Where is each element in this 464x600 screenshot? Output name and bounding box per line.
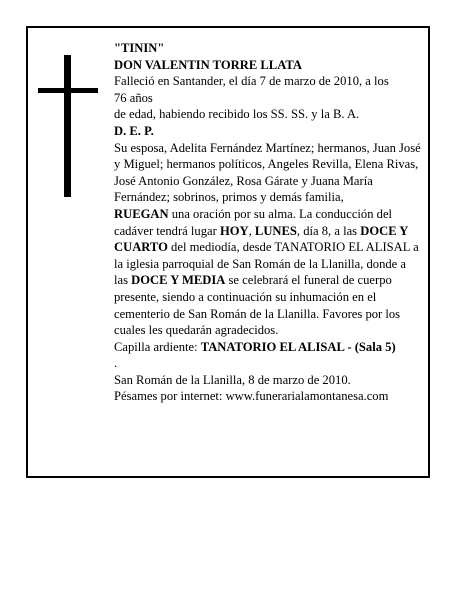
funeral-text-3: del mediodía, desde TANATORIO EL ALISAL a la iglesia parroquial de San Román de la Llanilla, donde a las <box>114 240 419 288</box>
departure-time: DOCE Y CUARTO <box>114 223 408 255</box>
chapel-line <box>114 339 422 356</box>
latin-cross-icon <box>38 55 98 197</box>
ruegan-text: RUEGAN <box>114 206 169 221</box>
funeral-comma: , <box>248 223 255 238</box>
cross-vertical-bar <box>64 55 71 197</box>
day-lunes: LUNES <box>254 223 297 238</box>
cross-horizontal-bar <box>38 88 98 93</box>
death-line-1: Falleció en Santander, el día 7 de marzo de 2010, a los <box>114 74 389 89</box>
deceased-nickname: "TININ" <box>114 41 165 55</box>
funeral-text-2: , día 8, a las <box>296 223 361 238</box>
rip-line: D. E. P. <box>114 123 154 138</box>
funeral-text-4: se celebrará el funeral de cuerpo presente, siendo a continuación su inhumación en el cementerio de San Román de la Llanilla. Favores por los cuales les quedarán agradecidos. <box>114 273 401 338</box>
death-line-2: 76 años <box>114 90 153 105</box>
day-hoy: HOY <box>219 223 249 238</box>
chapel-value: TANATORIO EL ALISAL - (Sala 5) <box>200 339 396 354</box>
place-date-line: San Román de la Llanilla, 8 de marzo de 2010. <box>114 372 351 387</box>
funeral-paragraph <box>114 206 422 339</box>
funeral-text-1: una oración por su alma. La conducción del cadáver tendrá lugar <box>114 206 393 238</box>
family-paragraph: Su esposa, Adelita Fernández Martínez; hermanos, Juan José y Miguel; hermanos políticos, Angeles Revilla, Elena Rivas, José Antonio González, Rosa Gárate y Juana María Fernández; sobrinos, primos y demás familia, <box>114 140 421 205</box>
stray-dot: . <box>114 356 118 371</box>
deceased-name: DON VALENTIN TORRE LLATA <box>114 57 302 72</box>
obituary-text <box>114 40 422 405</box>
sacraments-line: de edad, habiendo recibido los SS. SS. y la B. A. <box>114 107 360 122</box>
chapel-label: Capilla ardiente: <box>114 339 201 354</box>
mass-time: DOCE Y MEDIA <box>131 273 226 288</box>
condolences-line: Pésames por internet: www.funerarialamontanesa.com <box>114 389 389 404</box>
